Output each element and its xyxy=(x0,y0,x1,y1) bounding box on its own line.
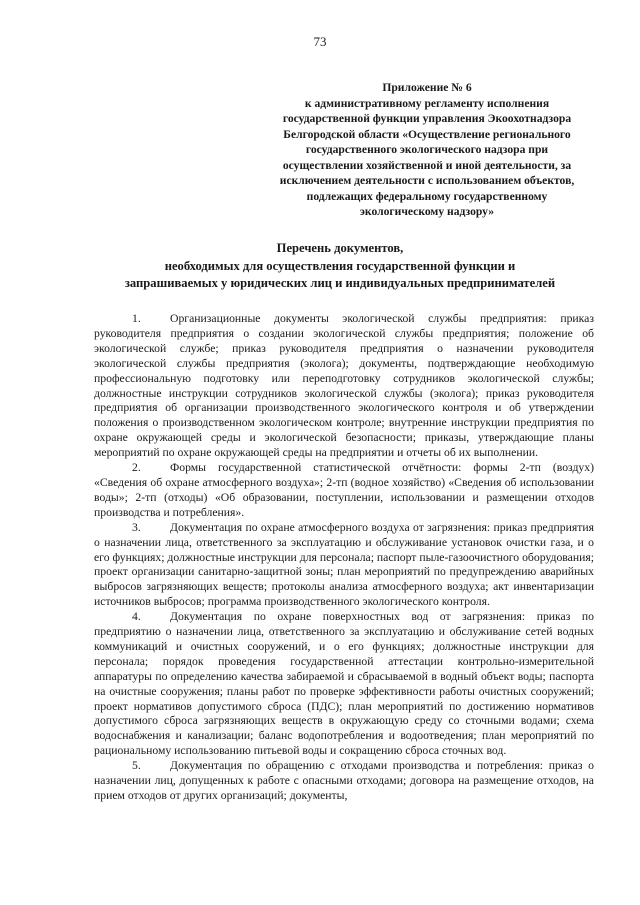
paragraph-text: Формы государственной статистической отчётности: формы 2-тп (воздух) «Сведения об охране атмосферного воздуха»; 2-тп (водное хозяйство) «Сведения об использовании воды»; 2-тп (отходы) «Об образовании, поступлении, использовании и размещении отходов производства и потребления». xyxy=(94,461,594,519)
paragraph-text: Документация по охране поверхностных вод от загрязнения: приказ по предприятию о назначении лица, ответственного за эксплуатацию и обслуживание сетей водных коммуникаций и очистных сооружений, и о его функциях; должностные инструкции для персонала; порядок проведения государственной аттестации контрольно-измерительной аппаратуры по определению качества забираемой и сбрасываемой в водный объект воды; паспорта на очистные сооружения; планы работ по проверке эффективности работы очистных сооружений; проект нормативов допустимого сброса (ПДС); план мероприятий по достижению нормативов допустимого сброса загрязняющих веществ в окружающую среду со сточными водами; схема водоснабжения и канализации; баланс водопотребления и водоотведения; план мероприятий по рациональному использованию питьевой воды и сокращению сброса сточных вод. xyxy=(94,610,594,758)
paragraph-number: 1. xyxy=(132,312,141,325)
title-line: запрашиваемых у юридических лиц и индивидуальных предпринимателей xyxy=(124,276,556,290)
paragraph-number: 4. xyxy=(132,610,141,624)
page-number: 73 xyxy=(313,34,327,49)
paragraph-1 xyxy=(94,312,594,461)
appendix-line: государственного экологического надзора при xyxy=(305,143,549,156)
appendix-line: подлежащих федеральному государственному xyxy=(306,189,548,203)
appendix-line: исключением деятельности с использованием объектов, xyxy=(279,174,575,187)
title-line: Перечень документов, xyxy=(276,241,404,255)
paragraph-number: 2. xyxy=(132,461,141,475)
paragraph-2 xyxy=(94,461,594,521)
paragraph-number: 5. xyxy=(132,759,141,773)
appendix-line: экологическому надзору» xyxy=(359,205,495,218)
paragraph-text: Документация по обращению с отходами производства и потребления: приказ о назначении лиц, допущенных к работе с опасными отходами; договора на размещение отходов, на прием отходов от других организаций; документы, xyxy=(94,759,594,802)
appendix-line: государственной функции управления Экоохотнадзора xyxy=(282,112,572,125)
appendix-header xyxy=(262,80,592,220)
paragraph-text: Документация по охране атмосферного воздуха от загрязнения: приказ предприятия о назначении лица, ответственного за эксплуатацию и обслуживание установок очистки газа, и о его функциях; должностные инструкции для персонала; паспорт пыле-газоочистного оборудования; проект организации санитарно-защитной зоны; план мероприятий по предупреждению аварийных выбросов загрязняющих веществ; протоколы анализа атмосферного воздуха; акт инвентаризации источников выбросов; программа производственного экологического контроля. xyxy=(94,520,594,609)
paragraph-text: Организационные документы экологической службы предприятия: приказ руководителя предприятия о создании экологической службы предприятия; положение об экологической службе; приказ руководителя предприятия о назначении руководителя экологической службы предприятия (эколога); документы, подтверждающие необходимую профессиональную подготовку или переподготовку сотрудников экологической службы; должностные инструкции сотрудников экологической службы (эколога); приказ руководителя предприятия об организации производственного экологического контроля и об утверждении положения о производственном экологическом контроле; внутренние инструкции предприятия по охране окружающей среды и экологической безопасности; приказы, утверждающие планы мероприятий по охране окружающей среды на предприятии и отчеты об их выполнении. xyxy=(94,312,594,460)
paragraph-number: 3. xyxy=(132,520,141,534)
appendix-line: Приложение № 6 xyxy=(382,81,472,94)
appendix-line: осуществлении хозяйственной и иной деятельности, за xyxy=(282,158,572,172)
appendix-line: к административному регламенту исполнения xyxy=(304,96,550,110)
paragraph-5 xyxy=(94,759,594,804)
document-title xyxy=(80,240,600,293)
paragraph-3 xyxy=(94,521,594,610)
document-body xyxy=(94,312,594,804)
paragraph-4 xyxy=(94,610,594,759)
appendix-line: Белгородской области «Осуществление регионального xyxy=(283,127,571,141)
title-line: необходимых для осуществления государственной функции и xyxy=(164,258,516,273)
